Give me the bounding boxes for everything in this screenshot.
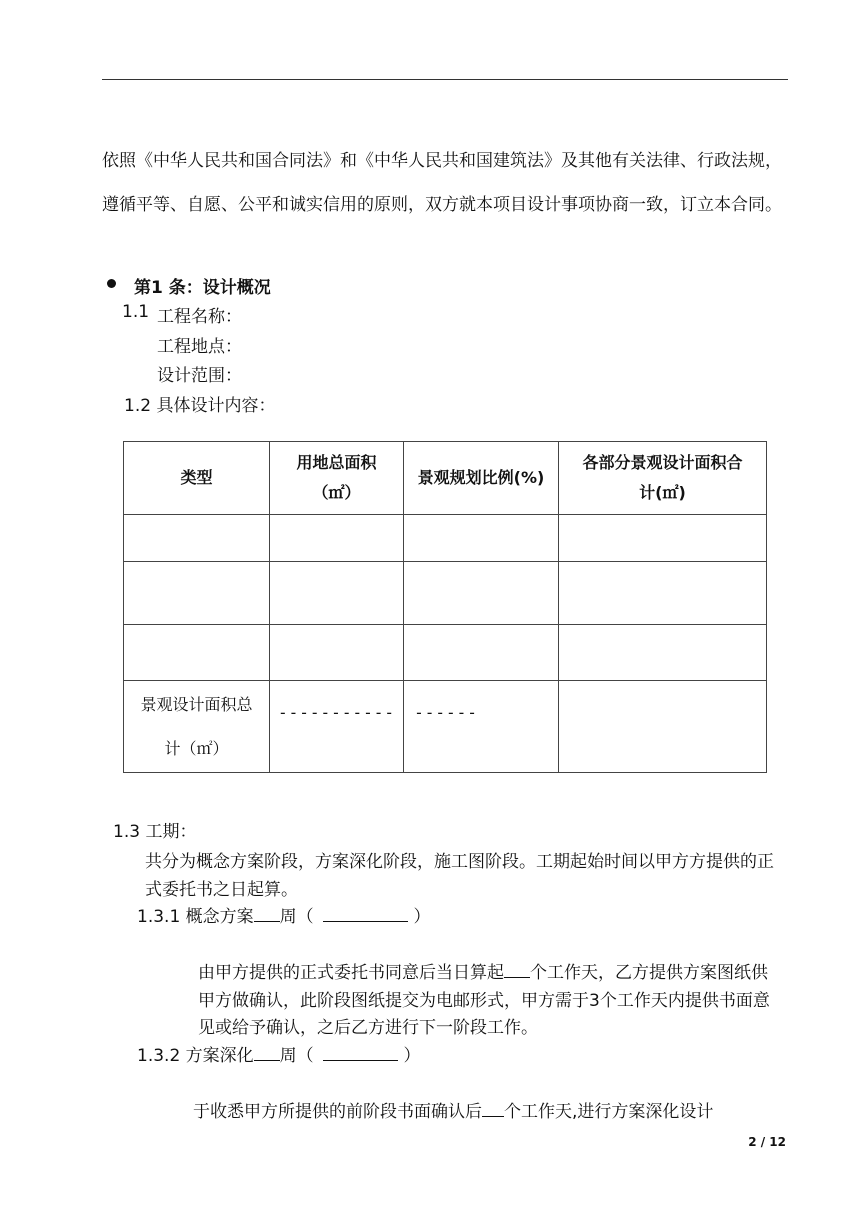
deepening-para: 于收悉甲方所提供的前阶段书面确认后 个工作天,进行方案深化设计 bbox=[193, 1102, 714, 1122]
weeks-blank bbox=[254, 905, 280, 922]
section-1-3-2-heading: 1.3.2 方案深化 周（ ） bbox=[137, 1046, 421, 1066]
header-land-area: 用地总面积 （㎡） bbox=[270, 442, 404, 515]
table-row bbox=[124, 625, 767, 681]
section-1-1-number: 1.1 bbox=[122, 302, 150, 322]
article-1-heading: 第1 条：设计概况 bbox=[134, 278, 271, 298]
design-content-table bbox=[123, 441, 767, 773]
section-1-3-1-heading: 1.3.1 概念方案 周（ ） bbox=[137, 907, 431, 927]
section-1-2-heading: 1.2 具体设计内容： bbox=[124, 396, 276, 416]
header-part-areas: 各部分景观设计面积合 计(㎡) bbox=[559, 442, 767, 515]
concept-para-line-1: 由甲方提供的正式委托书同意后当日算起 个工作天，乙方提供方案图纸供 bbox=[198, 963, 768, 983]
bullet-icon bbox=[107, 279, 116, 288]
date-blank bbox=[323, 905, 408, 922]
days-blank bbox=[482, 1100, 504, 1117]
page-number: 2 / 12 bbox=[748, 1135, 786, 1149]
table-row bbox=[124, 515, 767, 562]
table-total-row bbox=[124, 681, 767, 773]
total-part-area-cell bbox=[559, 681, 767, 773]
concept-para-line-2: 甲方做确认，此阶段图纸提交为电邮形式，甲方需于3个工作天内提供书面意 bbox=[198, 991, 770, 1011]
project-site-label: 工程地点： bbox=[157, 337, 242, 357]
schedule-desc-line-1: 共分为概念方案阶段，方案深化阶段，施工图阶段。工期起始时间以甲方方提供的正 bbox=[145, 852, 774, 872]
table-row bbox=[124, 562, 767, 625]
intro-line-1: 依照《中华人民共和国合同法》和《中华人民共和国建筑法》及其他有关法律、行政法规， bbox=[102, 151, 782, 171]
header-rule bbox=[102, 79, 788, 80]
header-type: 类型 bbox=[124, 442, 270, 515]
design-scope-label: 设计范围： bbox=[157, 366, 242, 386]
intro-line-2: 遵循平等、自愿、公平和诚实信用的原则，双方就本项目设计事项协商一致，订立本合同。 bbox=[102, 195, 782, 215]
date-blank bbox=[323, 1044, 398, 1061]
days-blank bbox=[504, 961, 530, 978]
concept-para-line-3: 见或给予确认，之后乙方进行下一阶段工作。 bbox=[198, 1018, 538, 1038]
total-land-area-dash: ----------- bbox=[270, 681, 404, 773]
table-header-row bbox=[124, 442, 767, 515]
project-name-label: 工程名称： bbox=[157, 307, 242, 327]
schedule-desc-line-2: 式委托书之日起算。 bbox=[145, 880, 298, 900]
weeks-blank bbox=[254, 1044, 280, 1061]
total-ratio-dash: ------ bbox=[404, 681, 559, 773]
header-ratio: 景观规划比例(%) bbox=[404, 442, 559, 515]
total-area-label: 景观设计面积总 计（㎡） bbox=[124, 681, 270, 773]
section-1-3-heading: 1.3 工期： bbox=[113, 822, 197, 842]
